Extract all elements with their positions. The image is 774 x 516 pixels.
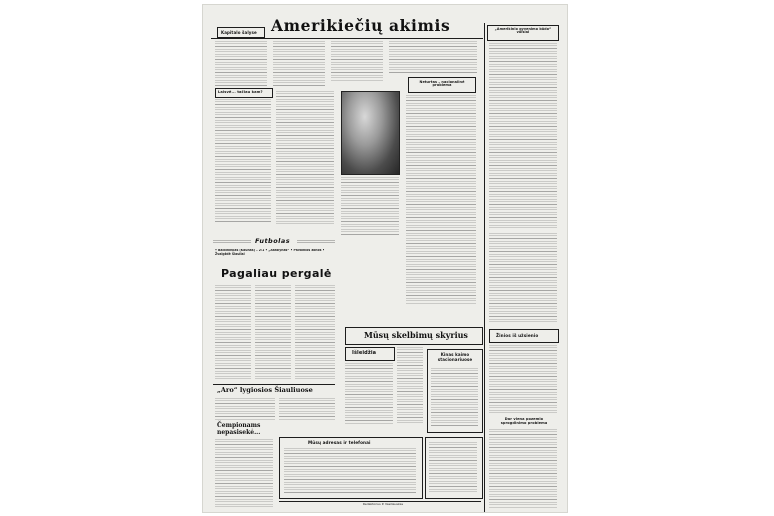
sport-banner-hatch-left (213, 240, 251, 244)
newspaper-page (203, 5, 567, 512)
small-box-right (425, 437, 483, 499)
mid-text-b (406, 95, 476, 305)
right-bottom-sub: Dar viena pozemio sprogdinimo problema (500, 417, 548, 426)
aro-headline: „Aro“ lygiosios Šiauliuose (217, 386, 313, 394)
editor-line: Redaktorius P. Vasiliauskas (362, 503, 404, 506)
cinema-box (427, 349, 483, 433)
sport-text-3 (295, 285, 335, 381)
left-sub-label: Laisvė... tačiau kam? (218, 90, 263, 94)
text-col-1 (215, 41, 267, 87)
address-box (279, 437, 423, 499)
ads-subbox (345, 347, 395, 361)
ads-subbox-label: Išleidžia (352, 350, 377, 356)
left-label-box (217, 27, 265, 38)
right-col-text (489, 43, 557, 229)
sport-banner-hatch-right (297, 240, 335, 244)
mid-text-a (276, 91, 334, 226)
right-bottom-text-2 (489, 429, 557, 509)
sport-text-2 (255, 285, 291, 381)
cinema-text (431, 368, 478, 428)
right-col-text-b (489, 233, 557, 323)
small-box-text (429, 442, 477, 492)
right-bottom-label: Žinios iš užsienio (496, 332, 539, 338)
right-bottom-box (489, 329, 559, 343)
ads-box-title: Mūsų skelbimų skyrius (364, 330, 468, 340)
mid-sub-label: Neturtas – nacionalinė problema (419, 79, 465, 87)
right-bottom-text-1 (489, 345, 557, 415)
right-label-box (487, 25, 559, 41)
aro-rule (213, 384, 335, 385)
bottom-rule (279, 501, 481, 502)
champion-text (215, 439, 273, 509)
news-photo (341, 91, 400, 175)
text-col-3 (331, 41, 383, 81)
champion-headline: Čempionams nepasisekė... (217, 422, 261, 436)
left-label: Kapitalo šalyse (221, 29, 257, 35)
masthead-title: Amerikiečių akimis (271, 16, 451, 35)
left-text-a (215, 99, 271, 224)
right-col-rule (484, 23, 485, 512)
mid-sub-box (408, 77, 476, 93)
cinema-title: Kinas kaimo stacionariuose (437, 352, 473, 362)
right-label: „Amerikinio gyvenimo būdo“ vaisiai (494, 27, 552, 35)
text-col-4 (389, 41, 477, 73)
photo-caption-text (341, 177, 399, 237)
sport-headline: Pagaliau pergalė (221, 267, 332, 280)
masthead-rule (211, 38, 483, 39)
ads-box (345, 327, 483, 345)
left-sub-box (215, 88, 273, 98)
sport-teams: • Baldininkas (Kaunas) – 2:1 • „Atžalynas“ • Pavolnios zonos • Žvaigždė Šiauliai (215, 249, 325, 256)
address-title: Mūsų adresas ir telefonai (308, 440, 371, 445)
text-col-2 (273, 41, 325, 87)
ads-text-2 (397, 347, 423, 425)
aro-text-2 (279, 398, 335, 420)
ads-text-1 (345, 363, 393, 425)
sport-text-1 (215, 285, 251, 381)
address-text (284, 448, 416, 494)
aro-text-1 (215, 398, 275, 420)
sport-banner: Futbolas (255, 237, 291, 245)
sport-banner-wrap (213, 237, 335, 247)
